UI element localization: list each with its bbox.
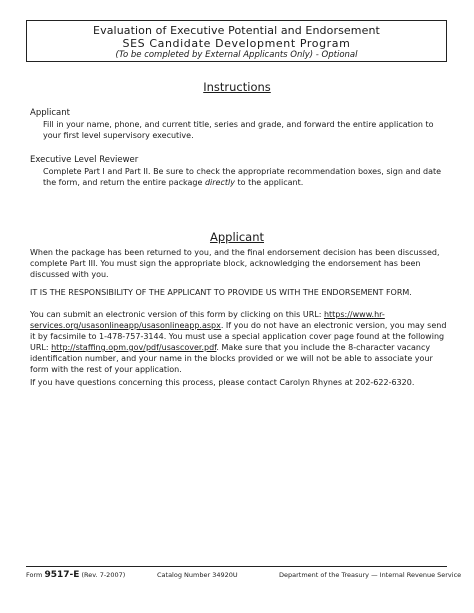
usas-online-link[interactable]: https://www.hr-services.org/usasonlineapp/usasonlineapp.aspx [30,310,385,330]
directly-emphasis: directly [204,178,235,187]
form-note: (To be completed by External Applicants Only) - Optional [115,50,358,60]
reviewer-label: Executive Level Reviewer [30,155,139,165]
applicant-para-responsibility: IT IS THE RESPONSIBILITY OF THE APPLICANT TO PROVIDE US WITH THE ENDORSEMENT FORM. [30,288,412,297]
applicant-instructions: Fill in your name, phone, and current title, series and grade, and forward the entire application to your first level supervisory executive. [43,120,434,140]
form-number: Form 9517-E (Rev. 7-2007) [26,570,126,580]
instructions-heading: Instructions [203,80,271,94]
footer-rule [26,566,447,567]
applicant-para-submit: You can submit an electronic version of this form by clicking on this URL: https://www.hr-services.org/usasonlineapp/usasonlineapp.aspx. If you do not have an electronic version, you may send it by facsimile to 1-478-757-3144. You must use a special application cover page found at the following URL: http://staffing.opm.gov/pdf/usascover.pdf. Make sure that you include the 8-character vacancy identification number, and your name in the blocks provided or we will not be able to associate your form with the rest of your application. [30,310,447,374]
form-subtitle: SES Candidate Development Program [122,37,351,50]
applicant-para-contact: If you have questions concerning this process, please contact Carolyn Rhynes at 202-622-6320. [30,378,415,387]
catalog-number: Catalog Number 34920U [157,571,238,579]
applicant-heading: Applicant [209,230,265,244]
applicant-label: Applicant [30,108,70,118]
applicant-para-returned: When the package has been returned to you, and the final endorsement decision has been discussed, complete Part III. You must sign the appropriate block, acknowledging the endorsement has been discussed with you. [30,248,440,279]
usas-cover-link[interactable]: http://staffing.opm.gov/pdf/usascover.pdf [51,343,217,352]
form-title: Evaluation of Executive Potential and Endorsement [93,24,380,37]
form-header-box [26,20,447,62]
reviewer-instructions: Complete Part I and Part II. Be sure to check the appropriate recommendation boxes, sign and date the form, and return the entire package directly to the applicant. [43,167,442,187]
department-name: Department of the Treasury — Internal Revenue Service [279,571,462,579]
